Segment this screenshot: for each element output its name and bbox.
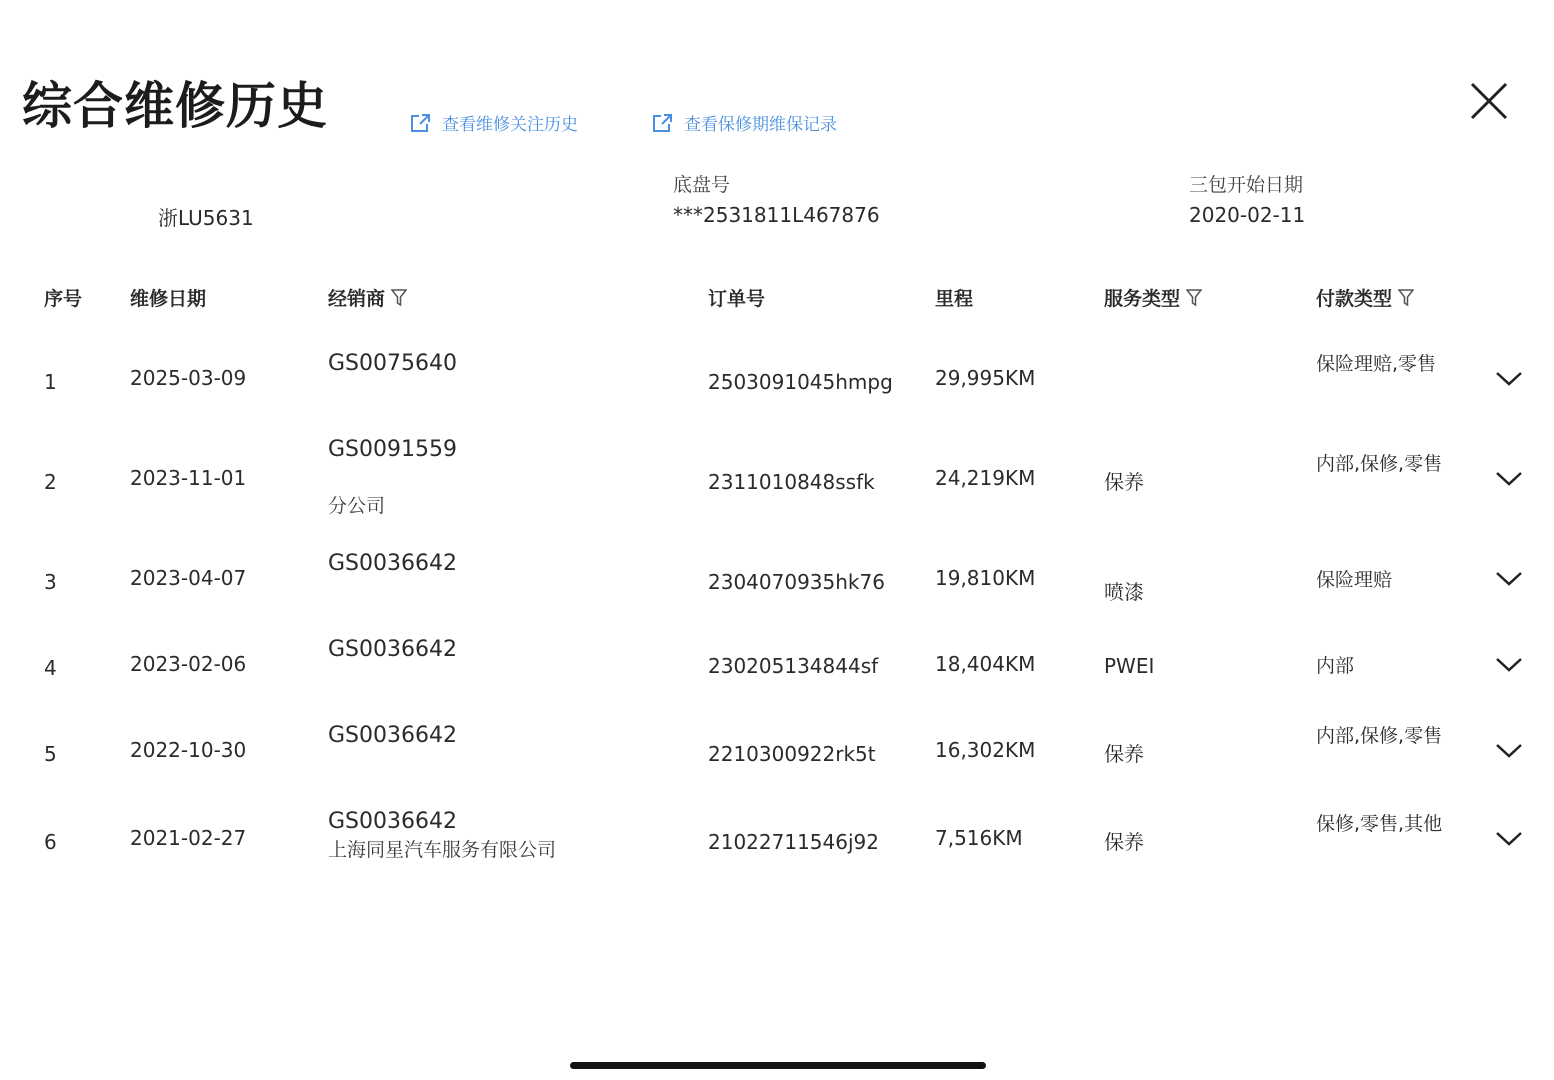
dealer-code-cell: GS0036642 [328, 637, 457, 662]
chevron-down-icon[interactable] [1494, 370, 1524, 388]
column-header-mileage [935, 284, 973, 311]
header-label: 里程 [935, 288, 974, 310]
chevron-down-icon[interactable] [1494, 830, 1524, 848]
seq-cell: 6 [44, 830, 57, 854]
payment-cell: 内部,保修,零售 [1316, 453, 1443, 475]
order-cell: 21022711546j92 [708, 830, 879, 854]
dealer-code-cell: GS0036642 [328, 551, 457, 576]
vin-block [673, 170, 880, 227]
warranty-block [1189, 170, 1305, 227]
filter-icon[interactable] [391, 289, 407, 307]
payment-cell: 保险理赔,零售 [1316, 353, 1437, 375]
external-link-icon [410, 113, 432, 133]
vin-label: 底盘号 [673, 174, 731, 196]
close-icon[interactable] [1468, 80, 1510, 122]
service-cell: PWEI [1104, 654, 1155, 678]
dealer-code-cell: GS0091559 [328, 437, 457, 462]
payment-cell: 保险理赔 [1316, 569, 1393, 591]
header-label: 服务类型 [1104, 288, 1181, 310]
order-cell: 2503091045hmpg [708, 370, 893, 394]
header-label: 维修日期 [130, 288, 207, 310]
warranty-label: 三包开始日期 [1189, 174, 1304, 196]
seq-cell: 5 [44, 742, 57, 766]
payment-cell: 内部,保修,零售 [1316, 725, 1443, 747]
date-cell: 2023-02-06 [130, 652, 247, 676]
seq-cell: 3 [44, 570, 57, 594]
link-label: 查看维修关注历史 [442, 115, 578, 135]
service-cell: 喷漆 [1104, 580, 1144, 604]
payment-cell: 保修,零售,其他 [1316, 813, 1443, 835]
seq-cell: 4 [44, 656, 57, 680]
mileage-cell: 24,219KM [935, 466, 1036, 490]
header-label: 付款类型 [1316, 288, 1393, 310]
plate-value: 浙LU5631 [158, 206, 254, 230]
link-label: 查看保修期维保记录 [684, 115, 837, 135]
header-label: 订单号 [708, 288, 766, 310]
home-indicator[interactable] [570, 1062, 986, 1069]
dealer-name-cell: 分公司 [328, 495, 386, 517]
plate-number [158, 202, 254, 231]
order-cell: 2311010848ssfk [708, 470, 875, 494]
mileage-cell: 16,302KM [935, 738, 1036, 762]
view-warranty-records-link[interactable] [652, 110, 837, 135]
mileage-cell: 18,404KM [935, 652, 1036, 676]
mileage-cell: 7,516KM [935, 826, 1023, 850]
date-cell: 2022-10-30 [130, 738, 247, 762]
column-header-dealer [328, 284, 407, 311]
filter-icon[interactable] [1186, 289, 1202, 307]
seq-cell: 1 [44, 370, 57, 394]
vin-value: ***2531811L467876 [673, 203, 880, 227]
filter-icon[interactable] [1398, 289, 1414, 307]
order-cell: 2210300922rk5t [708, 742, 876, 766]
external-link-icon [652, 113, 674, 133]
seq-cell: 2 [44, 470, 57, 494]
mileage-cell: 19,810KM [935, 566, 1036, 590]
chevron-down-icon[interactable] [1494, 742, 1524, 760]
column-header-date [130, 284, 206, 311]
date-cell: 2025-03-09 [130, 366, 247, 390]
column-header-service [1104, 284, 1202, 311]
page-title: 综合维修历史 [22, 77, 328, 135]
service-cell: 保养 [1104, 830, 1144, 854]
date-cell: 2023-04-07 [130, 566, 247, 590]
order-cell: 230205134844sf [708, 654, 879, 678]
dealer-code-cell: GS0075640 [328, 351, 457, 376]
header-label: 经销商 [328, 288, 386, 310]
dealer-name-cell: 上海同星汽车服务有限公司 [328, 839, 557, 861]
view-repair-attention-history-link[interactable] [410, 110, 578, 135]
service-cell: 保养 [1104, 470, 1144, 494]
column-header-seq [44, 284, 82, 311]
chevron-down-icon[interactable] [1494, 470, 1524, 488]
dealer-code-cell: GS0036642 [328, 723, 457, 748]
header-label: 序号 [44, 288, 83, 310]
mileage-cell: 29,995KM [935, 366, 1036, 390]
column-header-order [708, 284, 765, 311]
chevron-down-icon[interactable] [1494, 570, 1524, 588]
payment-cell: 内部 [1316, 655, 1355, 677]
order-cell: 2304070935hk76 [708, 570, 885, 594]
column-header-payment [1316, 284, 1414, 311]
date-cell: 2021-02-27 [130, 826, 247, 850]
warranty-value: 2020-02-11 [1189, 203, 1306, 227]
dealer-code-cell: GS0036642 [328, 809, 457, 834]
chevron-down-icon[interactable] [1494, 656, 1524, 674]
date-cell: 2023-11-01 [130, 466, 247, 490]
service-cell: 保养 [1104, 742, 1144, 766]
